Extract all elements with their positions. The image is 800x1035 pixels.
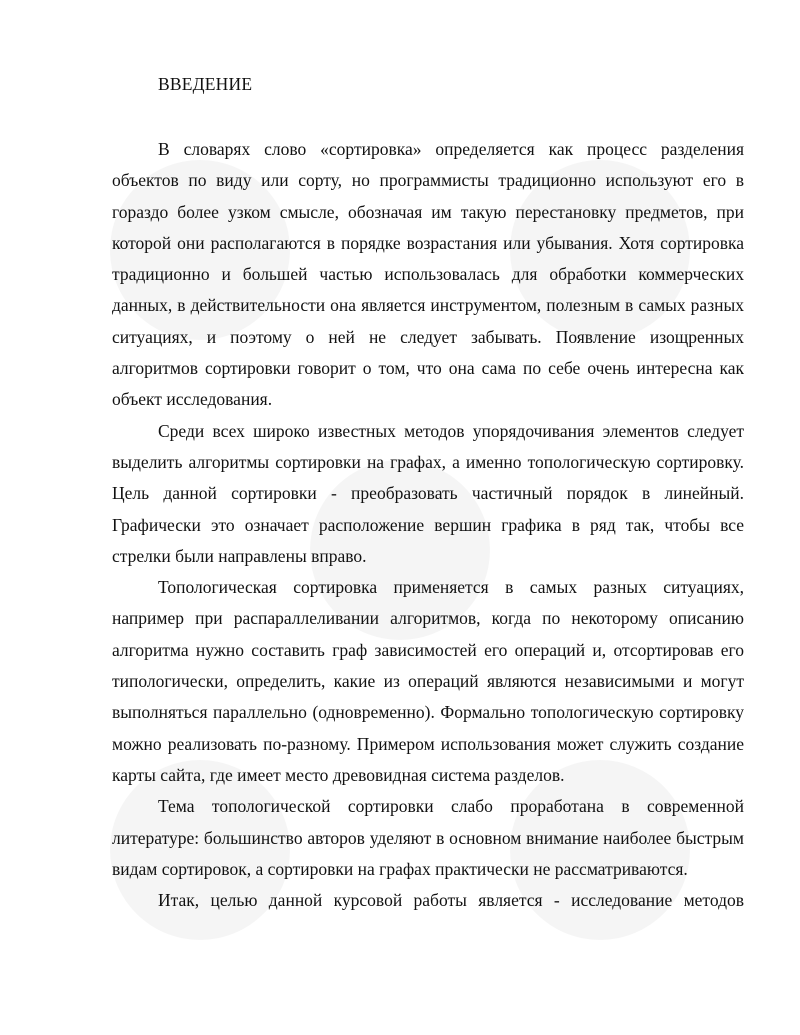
paragraph-3: Топологическая сортировка применяется в самых разных ситуациях, например при распараллеливании алгоритмов, когда по некоторому описанию алгоритма нужно составить граф зависимостей его операций и, отсортировав его типологически, определить, какие из операций являются независимыми и могут выполняться параллельно (одновременно). Формально топологическую сортировку можно реализовать по-разному. Примером использования может служить создание карты сайта, где имеет место древовидная система разделов. — [112, 577, 744, 785]
section-heading: ВВЕДЕНИЕ — [158, 74, 253, 94]
paragraph-2: Среди всех широко известных методов упорядочивания элементов следует выделить алгоритмы сортировки на графах, а именно топологическую сортировку. Цель данной сортировки - преобразовать частичный порядок в линейный. Графически это означает расположение вершин графика в ряд так, чтобы все стрелки были направлены вправо. — [112, 420, 744, 566]
paragraph-5: Итак, целью данной курсовой работы является - исследование методов — [158, 890, 744, 911]
body-text — [112, 134, 744, 916]
paragraph-1: В словарях слово «сортировка» определяется как процесс разделения объектов по виду или сорту, но программисты традиционно используют его в гораздо более узком смысле, обозначая им такую перестановку предметов, при которой они располагаются в порядке возрастания или убывания. Хотя сортировка традиционно и большей частью использовалась для обработки коммерческих данных, в действительности она является инструментом, полезным в самых разных ситуациях, и поэтому о ней не следует забывать. Появление изощренных алгоритмов сортировки говорит о том, что она сама по себе очень интересна как объект исследования. — [112, 139, 744, 410]
paragraph-4: Тема топологической сортировки слабо проработана в современной литературе: большинство авторов уделяют в основном внимание наиболее быстрым видам сортировок, а сортировки на графах практически не рассматриваются. — [112, 796, 744, 879]
